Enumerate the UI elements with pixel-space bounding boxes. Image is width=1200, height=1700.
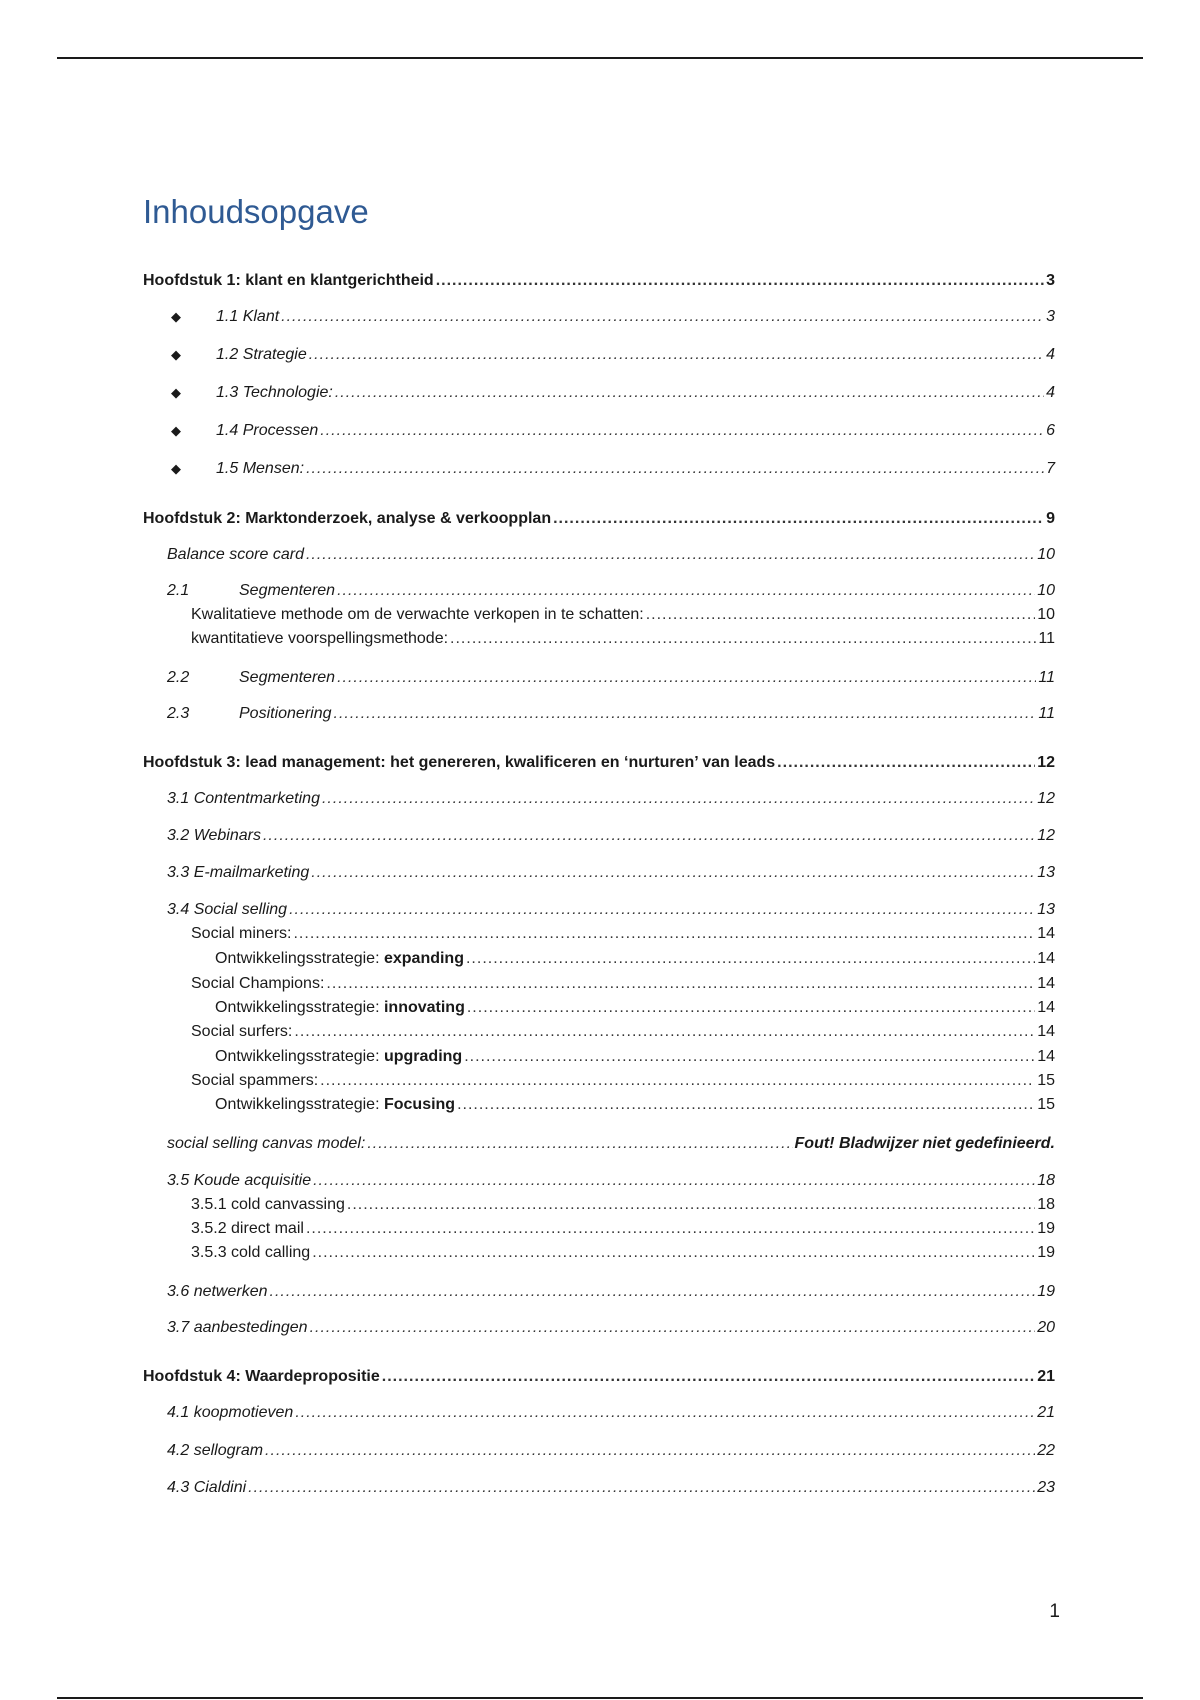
toc-entry-chapter-3[interactable]: Hoofdstuk 3: lead management: het genereren, kwalificeren en ‘nurturen’ van leads ..... 12 <box>143 752 1055 774</box>
toc-entry-kwantitatieve-methode[interactable]: kwantitatieve voorspellingsmethode: ..... 11 <box>191 628 1055 650</box>
toc-entry-3-1[interactable]: 3.1 Contentmarketing ..... 12 <box>167 788 1055 810</box>
toc-entry-social-champions[interactable]: Social Champions: ..... 14 <box>191 973 1055 995</box>
toc-entry-1-5[interactable]: 1.5 Mensen: ..... 7 <box>216 458 1055 480</box>
toc-entry-2-1[interactable]: 2.1 Segmenteren ..... 10 <box>167 580 1055 602</box>
toc-entry-balance-score-card[interactable]: Balance score card ..... 10 <box>167 544 1055 566</box>
toc-entry-1-1[interactable]: 1.1 Klant ..... 3 <box>216 306 1055 328</box>
toc-entry-3-2[interactable]: 3.2 Webinars ..... 12 <box>167 825 1055 847</box>
toc-entry-3-5[interactable]: 3.5 Koude acquisitie ..... 18 <box>167 1170 1055 1192</box>
toc-entry-4-1[interactable]: 4.1 koopmotieven ..... 21 <box>167 1402 1055 1424</box>
page-title: Inhoudsopgave <box>143 193 369 230</box>
toc-entry-3-3[interactable]: 3.3 E-mailmarketing ..... 13 <box>167 862 1055 884</box>
toc-entry-strategy-innovating[interactable]: Ontwikkelingsstrategie: innovating ..... 14 <box>215 997 1055 1019</box>
toc-entry-social-miners[interactable]: Social miners: ..... 14 <box>191 923 1055 945</box>
toc-entry-3-7[interactable]: 3.7 aanbestedingen ..... 20 <box>167 1317 1055 1339</box>
toc-entry-2-3[interactable]: 2.3 Positionering ..... 11 <box>167 703 1055 725</box>
toc-entry-3-6[interactable]: 3.6 netwerken ..... 19 <box>167 1281 1055 1303</box>
toc-entry-chapter-2[interactable]: Hoofdstuk 2: Marktonderzoek, analyse & verkoopplan ..... 9 <box>143 508 1055 530</box>
toc-entry-3-5-2[interactable]: 3.5.2 direct mail ..... 19 <box>191 1218 1055 1240</box>
page-number: 1 <box>1049 1601 1060 1622</box>
bullet-icon: ◆ <box>171 461 181 476</box>
toc-entry-social-spammers[interactable]: Social spammers: ..... 15 <box>191 1070 1055 1092</box>
toc-entry-1-3[interactable]: 1.3 Technologie: ..... 4 <box>216 382 1055 404</box>
toc-entry-3-5-3[interactable]: 3.5.3 cold calling ..... 19 <box>191 1242 1055 1264</box>
toc-entry-4-3[interactable]: 4.3 Cialdini ..... 23 <box>167 1477 1055 1499</box>
toc-entry-3-5-1[interactable]: 3.5.1 cold canvassing ..... 18 <box>191 1194 1055 1216</box>
bullet-icon: ◆ <box>171 423 181 438</box>
toc-entry-1-2[interactable]: 1.2 Strategie ..... 4 <box>216 344 1055 366</box>
toc-entry-chapter-4[interactable]: Hoofdstuk 4: Waardepropositie ..... 21 <box>143 1366 1055 1388</box>
toc-entry-2-2[interactable]: 2.2 Segmenteren ..... 11 <box>167 667 1055 689</box>
toc-entry-strategy-upgrading[interactable]: Ontwikkelingsstrategie: upgrading ..... 14 <box>215 1046 1055 1068</box>
footer-rule <box>57 1697 1143 1699</box>
toc-entry-social-selling-canvas[interactable]: social selling canvas model: ..... Fout! Bladwijzer niet gedefinieerd. <box>167 1133 1055 1155</box>
toc-entry-kwalitatieve-methode[interactable]: Kwalitatieve methode om de verwachte verkopen in te schatten: ..... 10 <box>191 604 1055 626</box>
toc-entry-1-4[interactable]: 1.4 Processen ..... 6 <box>216 420 1055 442</box>
bullet-icon: ◆ <box>171 385 181 400</box>
bullet-icon: ◆ <box>171 347 181 362</box>
toc-entry-strategy-expanding[interactable]: Ontwikkelingsstrategie: expanding ..... 14 <box>215 948 1055 970</box>
toc-entry-4-2[interactable]: 4.2 sellogram ..... 22 <box>167 1440 1055 1462</box>
bullet-icon: ◆ <box>171 309 181 324</box>
toc-entry-strategy-focusing[interactable]: Ontwikkelingsstrategie: Focusing ..... 15 <box>215 1094 1055 1116</box>
toc-entry-3-4[interactable]: 3.4 Social selling ..... 13 <box>167 899 1055 921</box>
toc-entry-chapter-1[interactable]: Hoofdstuk 1: klant en klantgerichtheid ..... 3 <box>143 270 1055 292</box>
toc-entry-social-surfers[interactable]: Social surfers: ..... 14 <box>191 1021 1055 1043</box>
